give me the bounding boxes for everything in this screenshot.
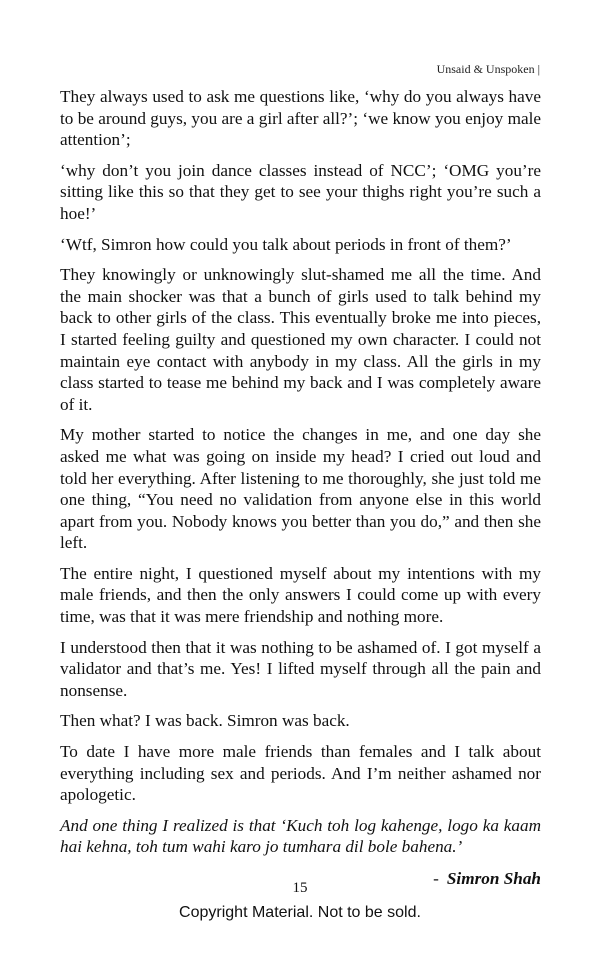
paragraph: They always used to ask me questions like, ‘why do you always have to be around guys, you are a girl after all?’; ‘we know you enjoy male attention’; <box>60 87 541 150</box>
page-number: 15 <box>292 880 308 896</box>
paragraph: ‘Wtf, Simron how could you talk about periods in front of them?’ <box>60 234 512 254</box>
paragraph: ‘why don’t you join dance classes instead of NCC’; ‘OMG you’re sitting like this so that they get to see your thighs right you’re such a hoe!’ <box>60 160 541 223</box>
closing-quote: And one thing I realized is that ‘Kuch toh log kahenge, logo ka kaam hai kehna, toh tum wahi karo jo tumhara dil bole bahena.’ <box>60 815 541 857</box>
copyright-notice: Copyright Material. Not to be sold. <box>179 904 421 921</box>
paragraph: To date I have more male friends than females and I talk about everything including sex and periods. And I’m neither ashamed nor apologetic. <box>60 742 541 805</box>
paragraph: I understood then that it was nothing to be ashamed of. I got myself a validator and that’s me. Yes! I lifted myself through all the pain and nonsense. <box>60 637 541 700</box>
running-header: Unsaid & Unspoken | <box>436 62 540 76</box>
page-body <box>60 86 541 890</box>
paragraph: My mother started to notice the changes in me, and one day she asked me what was going on inside my head? I cried out loud and told her everything. After listening to me thoroughly, she just told me one thing, “You need no validation from anyone else in this world apart from you. Nobody knows you better than you do,” and then she left. <box>60 425 541 553</box>
signature-dash: - <box>433 869 439 888</box>
paragraph: The entire night, I questioned myself about my intentions with my male friends, and then the only answers I could come up with every time, was that it was mere friendship and nothing more. <box>60 563 541 627</box>
paragraph: They knowingly or unknowingly slut-shamed me all the time. And the main shocker was that a bunch of girls used to talk behind my back to other girls of the class. This eventually broke me into pieces, I started feeling guilty and questioned my own character. I could not maintain eye contact with anybody in my class. All the girls in my class started to tease me behind my back and I was completely aware of it. <box>60 265 541 414</box>
author-name: Simron Shah <box>446 869 541 888</box>
paragraph: Then what? I was back. Simron was back. <box>60 711 350 731</box>
